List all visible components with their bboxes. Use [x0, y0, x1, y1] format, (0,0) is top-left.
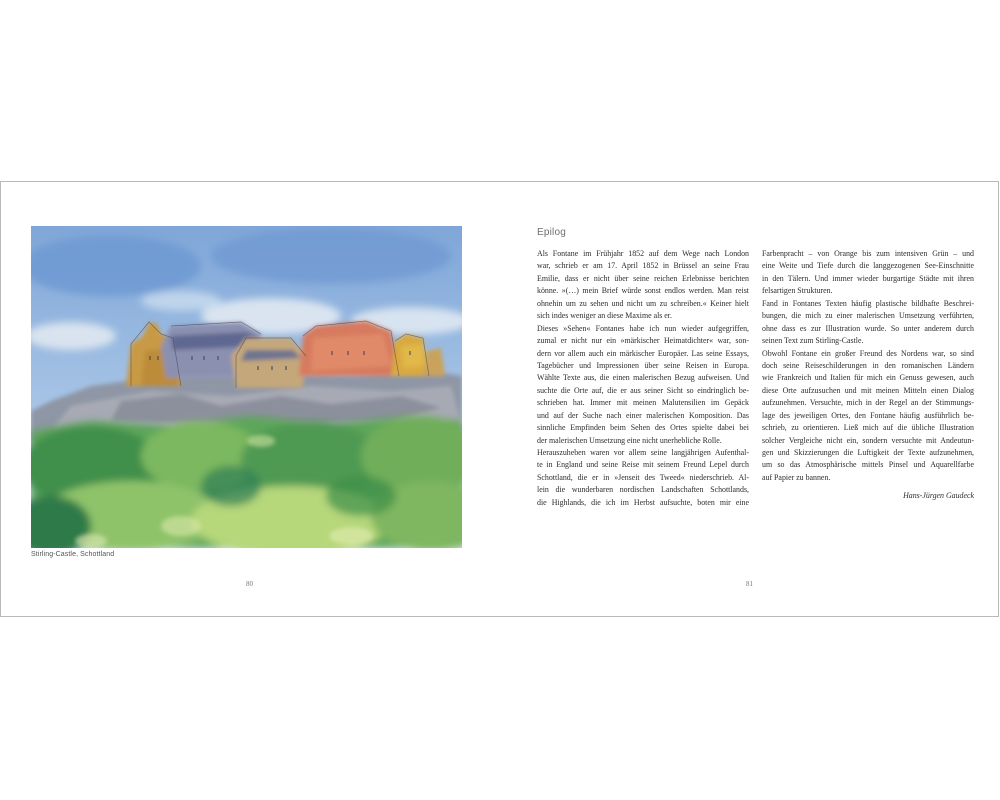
text-line: die Highlands, die ich im Herbst aufsuchte, boten mir eine — [537, 497, 749, 507]
text-line: Schottland, die er in »Jenseit des Tweed« niederschrieb. Al- — [537, 472, 749, 482]
text-line: auf Papier zu bannen. — [762, 472, 831, 482]
text-line: diese Orte aufzusuchen und mit meinen Mitteln einen Dialog — [762, 385, 974, 395]
text-line: ohnehin um zu sehen und nicht um zu schreiben.« Keiner hielt — [537, 298, 749, 308]
text-line: Wählte Texte aus, die einen malerischen Bezug aufweisen. Und — [537, 373, 749, 383]
text-line: Fand in Fontanes Texten häufig plastische bildhafte Beschrei- — [762, 298, 974, 308]
text-line: felsartigen Strukturen. — [762, 286, 833, 296]
text-line: Dieses »Sehen« Fontanes habe ich nun wieder aufgegriffen, — [537, 323, 749, 333]
text-line: wie Frankreich und Italien für mich ein Genuss gewesen, auch — [762, 373, 974, 383]
text-line: bungen, die mich zu einer malerischen Umsetzung verführten, — [762, 311, 974, 321]
text-line: zumal er nicht nur ein »märkischer Heimatdichter« war, son- — [537, 336, 749, 346]
page-number-right: 81 — [746, 580, 753, 588]
text-line: Tagebücher und Impressionen über seine Reisen in Europa. — [537, 360, 749, 370]
text-line: Herauszuheben waren vor allem seine langjährigen Aufenthal- — [537, 448, 749, 457]
author-signature: Hans-Jürgen Gaudeck — [903, 491, 974, 500]
text-line: Farbenpracht – von Orange bis zum intensiven Grün – und — [762, 249, 974, 258]
text-line: dern vor allem auch ein märkischer Europäer. Las seine Essays, — [537, 348, 749, 358]
text-line: te in England und seine Reise mit seinem Freund Lepel durch — [537, 460, 749, 470]
text-line: um so das Atmosphärische mittels Pinsel und Aquarellfarbe — [762, 460, 974, 470]
text-line: in den Tälern. Und immer wieder burgartige Städte mit ihren — [762, 273, 974, 283]
text-line: seinen Text zum Stirling-Castle. — [762, 336, 864, 346]
text-line: der malerischen Umsetzung eine nicht unerhebliche Rolle. — [537, 435, 722, 445]
text-line: Emilie, dass er nicht über seine reichen Erlebnisse berichten — [537, 273, 749, 283]
stirling-castle-watercolor — [31, 226, 462, 548]
text-line: lein die wunderbaren nordischen Landschaften Schottlands, — [537, 485, 749, 495]
text-line: solcher Vergleiche nicht ein, sondern versuchte mit Andeutun- — [762, 435, 974, 445]
text-line: schrieben hat. Immer mit meinen Malutensilien im Gepäck — [537, 398, 749, 408]
chapter-heading: Epilog — [537, 227, 566, 238]
painting-caption: Stirling-Castle, Schottland — [31, 551, 115, 558]
text-column-1 — [537, 248, 749, 509]
page-number-left: 80 — [246, 580, 253, 588]
text-line: ohne dass es zur Illustration wurde. So unter anderem durch — [762, 323, 974, 333]
text-line: war, schrieb er am 17. April 1852 in Brüssel an seine Frau — [537, 261, 749, 271]
text-line: Als Fontane im Frühjahr 1852 auf dem Wege nach London — [537, 249, 749, 258]
text-line: gen und Skizzierungen die Luftigkeit der Texte aufzunehmen, — [762, 448, 974, 457]
text-line: schrieb, zu orientieren. Ließ mich auf die übliche Illustration — [762, 423, 974, 433]
text-line: und auf der Suche nach einer malerischen Komposition. Das — [537, 410, 749, 420]
text-line: suchte die Orte auf, die er aus seiner Sicht so eindringlich be- — [537, 385, 749, 395]
text-line: doch seine Reiseschilderungen in den romanischen Ländern — [762, 360, 974, 370]
text-line: könne. »(…) mein Brief würde sonst endlos werden. Man reist — [537, 286, 749, 296]
text-column-2 — [762, 248, 974, 484]
text-line: eine Weite und Tiefe durch die langgezogenen See-Einschnitte — [762, 261, 974, 271]
text-line: aufzunehmen. Versuchte, mich in der Regel an der Stimmungs- — [762, 398, 974, 408]
text-line: sich indes weniger an diese Maxime als er. — [537, 311, 672, 321]
text-line: Obwohl Fontane ein großer Freund des Nordens war, so sind — [762, 348, 974, 358]
text-line: sinnliche Empfinden beim Sehen des Ortes spielte dabei bei — [537, 423, 749, 433]
text-line: lage des jeweiligen Ortes, den Fontane häufig ausführlich be- — [762, 410, 974, 420]
